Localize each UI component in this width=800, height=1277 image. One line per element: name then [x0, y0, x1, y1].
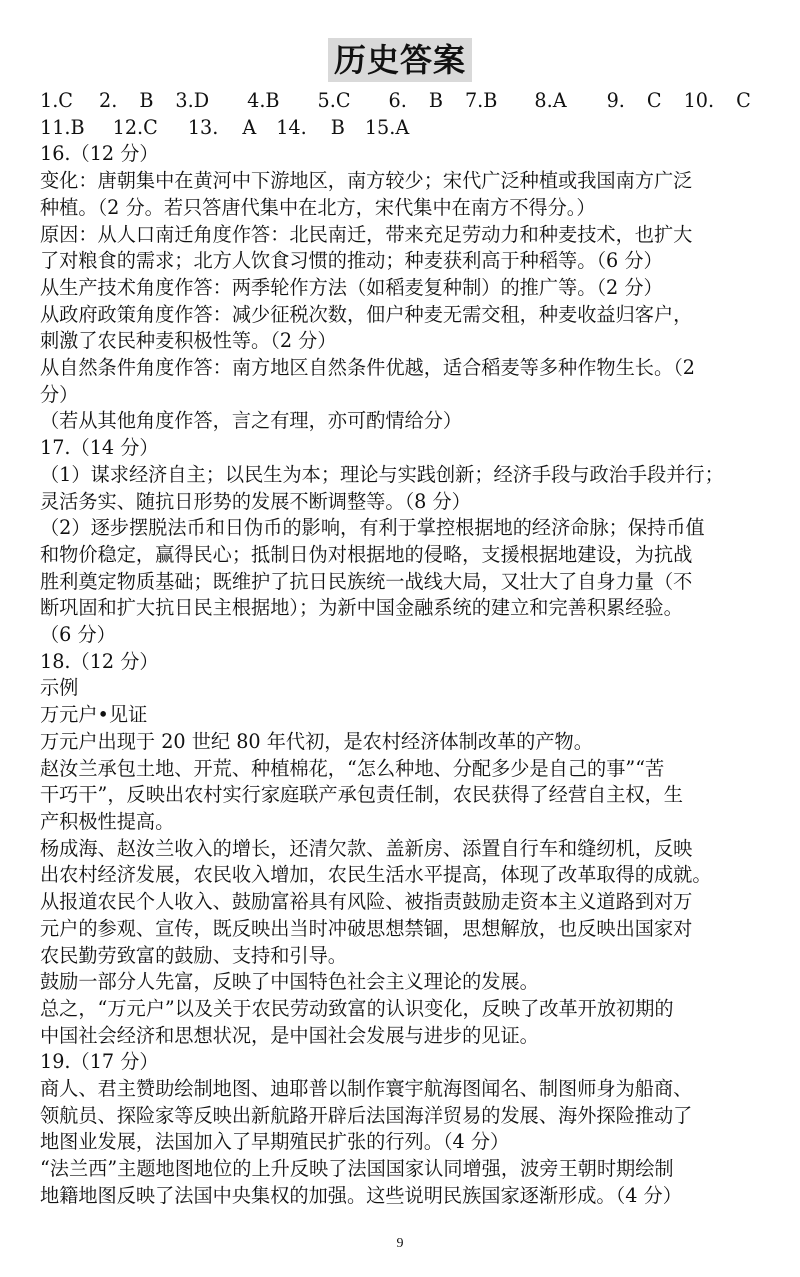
title-area: [0, 38, 800, 82]
mc-answer-row: [40, 88, 765, 115]
answer-line: 农民勤劳致富的鼓励、支持和引导。: [40, 943, 347, 967]
answer-line: 干巧干”，反映出农村实行家庭联产承包责任制，农民获得了经营自主权，生: [40, 783, 683, 807]
answer-line: 从报道农民个人收入、鼓励富裕具有风险、被指责鼓励走资本主义道路到对万: [40, 890, 693, 914]
answer-line: 赵汝兰承包土地、开荒、种植棉花，“怎么种地、分配多少是自己的事”“苦: [40, 756, 665, 780]
answer-content: [40, 88, 765, 1210]
mc-answer-token: 2.: [99, 89, 118, 112]
mc-answer-token: 3.D: [175, 89, 210, 112]
answer-line: 19.（17 分）: [40, 1050, 159, 1074]
answer-line: 领航员、探险家等反映出新航路开辟后法国海洋贸易的发展、海外探险推动了: [40, 1103, 693, 1127]
answer-line: 商人、君主赞助绘制地图、迪耶普以制作寰宇航海图闻名、制图师身为船商、: [40, 1077, 693, 1101]
page-title: 历史答案: [328, 38, 472, 82]
answer-line: 胜利奠定物质基础；既维护了抗日民族统一战线大局，又壮大了自身力量（不: [40, 569, 693, 593]
mc-answer-token: A: [242, 115, 257, 139]
page-number: 9: [396, 1236, 404, 1251]
mc-answer-token: 4.B: [247, 89, 280, 112]
mc-answer-token: 10.: [683, 89, 715, 112]
answer-line: 和物价稳定，赢得民心；抵制日伪对根据地的侵略，支援根据地建设，为抗战: [40, 542, 693, 566]
answer-line: 断巩固和扩大抗日民主根据地）；为新中国金融系统的建立和完善积累经验。: [40, 596, 683, 620]
answer-line: 地籍地图反映了法国中央集权的加强。这些说明民族国家逐渐形成。（4 分）: [40, 1183, 682, 1207]
answer-line: 万元户•见证: [40, 703, 148, 727]
answer-line: 灵活务实、随抗日形势的发展不断调整等。（8 分）: [40, 489, 471, 513]
answer-line: 18.（12 分）: [40, 649, 159, 673]
mc-answer-token: B: [139, 89, 154, 112]
answer-line: （1）谋求经济自主；以民生为本；理论与实践创新；经济手段与政治手段并行；: [40, 462, 724, 486]
mc-answer-token: 1.C: [40, 89, 73, 112]
answer-line: 种植。（2 分。若只答唐代集中在北方，宋代集中在南方不得分。）: [40, 195, 596, 219]
answer-line: 分）: [40, 382, 79, 406]
mc-answer-token: C: [646, 89, 662, 112]
answer-line: 示例: [40, 676, 79, 700]
answer-line: （2）逐步摆脱法币和日伪币的影响，有利于掌控根据地的经济命脉；保持币值: [40, 516, 705, 540]
mc-answer-token: 7.B: [464, 89, 498, 112]
mc-answer-token: 13.: [187, 115, 219, 139]
answer-line: 17.（14 分）: [40, 436, 159, 460]
answer-line: 从政府政策角度作答：减少征税次数，佃户种麦无需交租，种麦收益归客户，: [40, 302, 693, 326]
mc-answer-token: B: [428, 89, 443, 112]
answer-line: 元户的参观、宣传，既反映出当时冲破思想禁锢，思想解放，也反映出国家对: [40, 916, 693, 940]
mc-answer-token: C: [736, 89, 751, 112]
mc-answer-token: 14.: [276, 115, 307, 139]
answer-line: 了对粮食的需求；北方人饮食习惯的推动；种麦获利高于种稻等。（6 分）: [40, 249, 663, 273]
answer-line: 地图业发展，法国加入了早期殖民扩张的行列。（4 分）: [40, 1130, 510, 1154]
answer-line: 总之，“万元户”以及关于农民劳动致富的认识变化，反映了改革开放初期的: [40, 996, 674, 1020]
answer-line: 16.（12 分）: [40, 142, 159, 166]
answer-line: （6 分）: [40, 623, 116, 647]
mc-answer-token: 8.A: [534, 89, 567, 112]
mc-answer-token: 11.B: [40, 115, 85, 139]
answer-text-lines: [40, 141, 765, 1209]
answer-line: 原因：从人口南迁角度作答：北民南迁，带来充足劳动力和种麦技术，也扩大: [40, 222, 693, 246]
answer-line: 出农村经济发展，农民收入增加，农民生活水平提高，体现了改革取得的成就。: [40, 863, 712, 887]
answer-line: 鼓励一部分人先富，反映了中国特色社会主义理论的发展。: [40, 970, 539, 994]
answer-line: 产积极性提高。: [40, 809, 175, 833]
answer-line: 从自然条件角度作答：南方地区自然条件优越，适合稻麦等多种作物生长。（2: [40, 356, 695, 380]
mc-answer-token: 12.C: [112, 115, 158, 139]
mc-answer-row: [40, 115, 765, 142]
mc-answer-token: 5.C: [317, 89, 351, 112]
answer-line: 杨成海、赵汝兰收入的增长，还清欠款、盖新房、添置自行车和缝纫机，反映: [40, 836, 693, 860]
answer-line: “法兰西”主题地图地位的上升反映了法国国家认同增强，波旁王朝时期绘制: [40, 1157, 674, 1181]
answer-line: （若从其他角度作答，言之有理，亦可酌情给分）: [40, 409, 463, 433]
mc-answer-token: 9.: [606, 89, 625, 112]
answer-line: 从生产技术角度作答：两季轮作方法（如稻麦复种制）的推广等。（2 分）: [40, 275, 663, 299]
answer-line: 中国社会经济和思想状况，是中国社会发展与进步的见证。: [40, 1023, 539, 1047]
answer-line: 变化：唐朝集中在黄河中下游地区，南方较少；宋代广泛种植或我国南方广泛: [40, 169, 693, 193]
answer-line: 刺激了农民种麦积极性等。（2 分）: [40, 329, 337, 353]
mc-answer-token: 15.A: [364, 115, 410, 139]
answer-line: 万元户出现于 20 世纪 80 年代初，是农村经济体制改革的产物。: [40, 729, 593, 753]
mc-answer-token: 6.: [388, 89, 407, 112]
mc-answer-token: B: [330, 115, 345, 139]
